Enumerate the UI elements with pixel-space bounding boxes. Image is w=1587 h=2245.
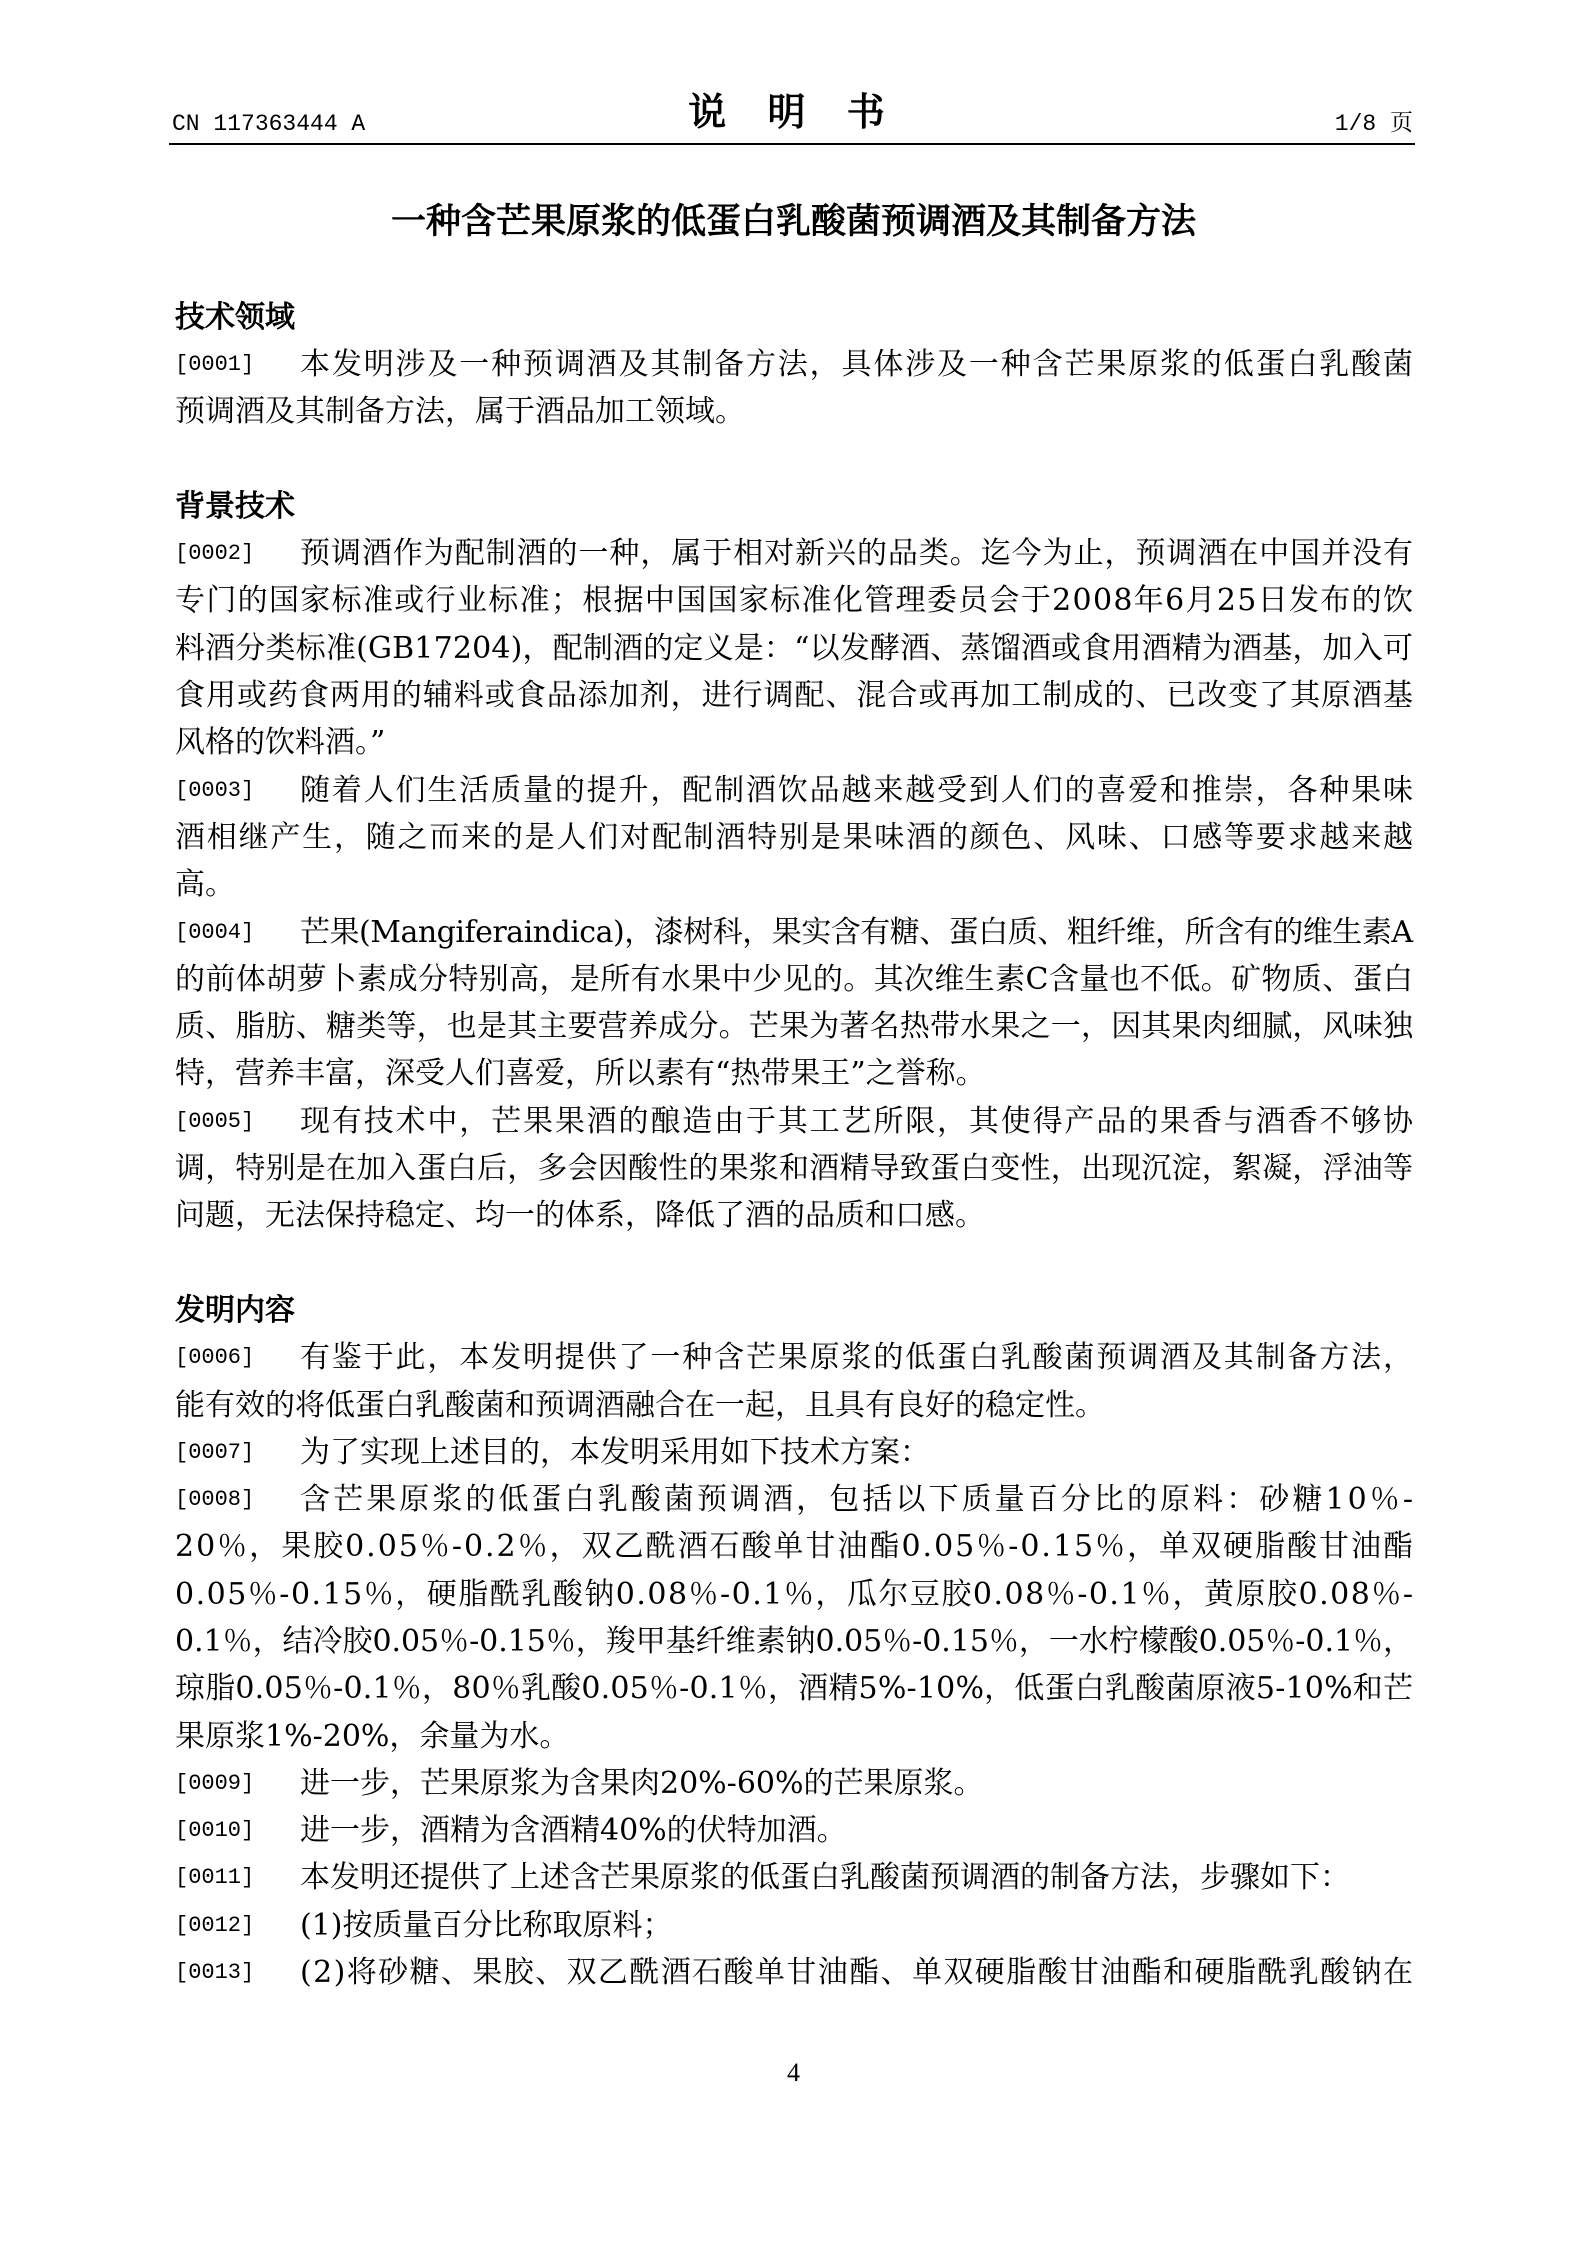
paragraph-label-0010: [0010] xyxy=(175,1818,255,1844)
paragraph-0004-line-4 xyxy=(175,1050,1413,1097)
paragraph-0008-line-3 xyxy=(175,1571,1413,1618)
document-title: 一种含芒果原浆的低蛋白乳酸菌预调酒及其制备方法 xyxy=(390,202,1196,242)
section-heading-row xyxy=(175,1287,1413,1334)
paragraph-text: 果原浆1%-20%，余量为水。 xyxy=(175,1718,570,1754)
paragraph-0008-line-1 xyxy=(175,1476,1417,1523)
section-heading-row xyxy=(175,294,1413,341)
paragraph-text: 有鉴于此，本发明提供了一种含芒果原浆的低蛋白乳酸菌预调酒及其制备方法， xyxy=(300,1340,1415,1376)
paragraph-text: 含芒果原浆的低蛋白乳酸菌预调酒，包括以下质量百分比的原料：砂糖10％- xyxy=(300,1482,1417,1518)
paragraph-line xyxy=(300,767,1413,814)
paragraph-line xyxy=(175,719,1413,766)
paragraph-0001-line-1 xyxy=(175,341,1413,388)
paragraph-0004-line-3 xyxy=(175,1003,1413,1050)
paragraph-0003-line-2 xyxy=(175,814,1413,861)
paragraph-0001-line-2 xyxy=(175,388,1413,435)
paragraph-text: 0.1％，结冷胶0.05％-0.15％，羧甲基纤维素钠0.05％-0.15％，一水柠檬酸0.05％-0.1％， xyxy=(175,1624,1413,1659)
paragraph-0008-line-2 xyxy=(175,1523,1413,1570)
paragraph-label-0002: [0002] xyxy=(175,541,255,567)
paragraph-label-0006: [0006] xyxy=(175,1345,255,1371)
paragraph-line xyxy=(175,388,1413,435)
section-heading-background: 背景技术 xyxy=(175,488,295,524)
paragraph-0008-line-6 xyxy=(175,1713,1413,1760)
paragraph-0011-line-1 xyxy=(175,1854,1413,1901)
paragraph-text: 现有技术中，芒果果酒的酿造由于其工艺所限，其使得产品的果香与酒香不够协 xyxy=(300,1103,1415,1139)
paragraph-line xyxy=(175,672,1413,719)
paragraph-label-0013: [0013] xyxy=(175,1960,255,1986)
paragraph-line xyxy=(300,1807,1413,1854)
paragraph-text: 进一步，酒精为含酒精40%的伏特加酒。 xyxy=(300,1813,847,1849)
paragraph-text: 为了实现上述目的，本发明采用如下技术方案： xyxy=(300,1434,930,1470)
paragraph-0002-line-2 xyxy=(175,577,1413,624)
paragraph-text: (2)将砂糖、果胶、双乙酰酒石酸单甘油酯、单双硬脂酸甘油酯和硬脂酰乳酸钠在 xyxy=(300,1955,1415,1991)
paragraph-line xyxy=(300,1334,1413,1381)
paragraph-text: 酒相继产生，随之而来的是人们对配制酒特别是果味酒的颜色、风味、口感等要求越来越 xyxy=(175,819,1415,855)
paragraph-0002-line-1 xyxy=(175,530,1413,577)
paragraph-text: 能有效的将低蛋白乳酸菌和预调酒融合在一起，且具有良好的稳定性。 xyxy=(175,1387,1105,1423)
paragraph-0004-line-2 xyxy=(175,956,1413,1003)
paragraph-text: 0.05％-0.15％，硬脂酰乳酸钠0.08％-0.1％，瓜尔豆胶0.08％-0.1％，黄原胶0.08％- xyxy=(175,1576,1415,1612)
paragraph-0002-line-5 xyxy=(175,719,1413,766)
paragraph-line xyxy=(300,1098,1413,1145)
paragraph-line xyxy=(175,1618,1413,1665)
paragraph-0003-line-1 xyxy=(175,767,1413,814)
paragraph-text: 进一步，芒果原浆为含果肉20%-60%的芒果原浆。 xyxy=(300,1765,984,1801)
paragraph-0003-line-3 xyxy=(175,861,1413,908)
paragraph-text: 随着人们生活质量的提升，配制酒饮品越来越受到人们的喜爱和推崇，各种果味 xyxy=(300,772,1415,808)
paragraph-0004-line-1 xyxy=(175,909,1413,956)
section-heading-technical-field: 技术领域 xyxy=(175,299,295,335)
paragraph-line xyxy=(175,1145,1413,1192)
paragraph-line xyxy=(300,909,1413,956)
paragraph-0005-line-2 xyxy=(175,1145,1413,1192)
paragraph-0002-line-3 xyxy=(175,625,1413,672)
section-heading-summary: 发明内容 xyxy=(175,1292,295,1328)
paragraph-0006-line-2 xyxy=(175,1382,1413,1429)
paragraph-line xyxy=(175,1523,1413,1570)
paragraph-text: 本发明涉及一种预调酒及其制备方法，具体涉及一种含芒果原浆的低蛋白乳酸菌 xyxy=(300,346,1415,382)
paragraph-line xyxy=(175,1713,1413,1760)
paragraph-0005-line-1 xyxy=(175,1098,1413,1145)
paragraph-label-0004: [0004] xyxy=(175,919,255,945)
paragraph-line xyxy=(300,530,1413,577)
paragraph-line xyxy=(175,577,1413,624)
paragraph-line xyxy=(300,341,1413,388)
paragraph-text: 专门的国家标准或行业标准；根据中国国家标准化管理委员会于2008年6月25日发布的饮 xyxy=(175,583,1415,619)
paragraph-line xyxy=(300,1902,1413,1949)
paragraph-line xyxy=(175,956,1413,1003)
paragraph-line xyxy=(175,1192,1413,1239)
paragraph-line xyxy=(175,1665,1413,1712)
paragraph-line xyxy=(300,1760,1413,1807)
paragraph-0008-line-5 xyxy=(175,1665,1413,1712)
paragraph-0010-line-1 xyxy=(175,1807,1413,1854)
paragraph-text: 琼脂0.05％-0.1％，80％乳酸0.05％-0.1％，酒精5%-10%，低蛋白乳酸菌原液5-10%和芒 xyxy=(175,1671,1414,1707)
document-type-heading: 说 明 书 xyxy=(688,90,899,134)
paragraph-line xyxy=(300,1854,1413,1901)
paragraph-line xyxy=(175,1382,1413,1429)
paragraph-label-0009: [0009] xyxy=(175,1770,255,1796)
paragraph-label-0001: [0001] xyxy=(175,351,255,377)
page-indicator: 1/8 页 xyxy=(1334,111,1413,137)
document-body xyxy=(175,294,1417,1997)
paragraph-line xyxy=(300,1429,1413,1476)
paragraph-line xyxy=(175,1571,1413,1618)
paragraph-0005-line-3 xyxy=(175,1192,1413,1239)
paragraph-line xyxy=(300,1949,1413,1996)
paragraph-text: 芒果(Mangiferaindica)，漆树科，果实含有糖、蛋白质、粗纤维，所含有的维生素A xyxy=(300,914,1413,950)
paragraph-label-0007: [0007] xyxy=(175,1439,255,1465)
paragraph-0008-line-4 xyxy=(175,1618,1413,1665)
paragraph-line xyxy=(175,814,1413,861)
paragraph-text: 风格的饮料酒。” xyxy=(175,725,386,761)
header-rule xyxy=(169,143,1415,145)
paragraph-label-0008: [0008] xyxy=(175,1487,255,1513)
paragraph-0013-line-1 xyxy=(175,1949,1413,1996)
paragraph-text: 料酒分类标准(GB17204)，配制酒的定义是：“以发酵酒、蒸馏酒或食用酒精为酒基，加入可 xyxy=(175,630,1414,666)
section-heading-row xyxy=(175,483,1413,530)
patent-number: CN 117363444 A xyxy=(172,111,366,137)
blank-row xyxy=(175,436,1413,483)
paragraph-text: 调，特别是在加入蛋白后，多会因酸性的果浆和酒精导致蛋白变性，出现沉淀，絮凝，浮油等 xyxy=(175,1151,1414,1187)
paragraph-text: 高。 xyxy=(175,867,235,903)
paragraph-label-0011: [0011] xyxy=(175,1865,255,1891)
paragraph-line xyxy=(175,1003,1413,1050)
paragraph-label-0005: [0005] xyxy=(175,1108,255,1134)
paragraph-text: 预调酒及其制备方法，属于酒品加工领域。 xyxy=(175,394,745,430)
paragraph-line xyxy=(175,861,1413,908)
paragraph-text: 问题，无法保持稳定、均一的体系，降低了酒的品质和口感。 xyxy=(175,1198,985,1234)
paragraph-text: 本发明还提供了上述含芒果原浆的低蛋白乳酸菌预调酒的制备方法，步骤如下： xyxy=(300,1860,1350,1896)
paragraph-text: (1)按质量百分比称取原料； xyxy=(300,1907,673,1943)
paragraph-text: 预调酒作为配制酒的一种，属于相对新兴的品类。迄今为止，预调酒在中国并没有 xyxy=(300,536,1414,572)
paragraph-line xyxy=(300,1476,1417,1523)
paragraph-line xyxy=(175,1050,1413,1097)
blank-row xyxy=(175,1240,1413,1287)
paragraph-0007-line-1 xyxy=(175,1429,1413,1476)
paragraph-text: 特，营养丰富，深受人们喜爱，所以素有“热带果王”之誉称。 xyxy=(175,1056,986,1092)
paragraph-text: 的前体胡萝卜素成分特别高，是所有水果中少见的。其次维生素C含量也不低。矿物质、蛋白 xyxy=(175,961,1414,997)
paragraph-text: 20％，果胶0.05％-0.2％，双乙酰酒石酸单甘油酯0.05％-0.15％，单双硬脂酸甘油酯 xyxy=(175,1529,1415,1565)
paragraph-0002-line-4 xyxy=(175,672,1413,719)
paragraph-line xyxy=(175,625,1413,672)
paragraph-label-0012: [0012] xyxy=(175,1912,255,1938)
page-number: 4 xyxy=(787,2058,800,2087)
paragraph-0012-line-1 xyxy=(175,1902,1413,1949)
paragraph-0006-line-1 xyxy=(175,1334,1413,1381)
paragraph-text: 食用或药食两用的辅料或食品添加剂，进行调配、混合或再加工制成的、已改变了其原酒基 xyxy=(175,678,1414,714)
paragraph-text: 质、脂肪、糖类等，也是其主要营养成分。芒果为著名热带水果之一，因其果肉细腻，风味独 xyxy=(175,1009,1414,1045)
paragraph-label-0003: [0003] xyxy=(175,777,255,803)
paragraph-0009-line-1 xyxy=(175,1760,1413,1807)
